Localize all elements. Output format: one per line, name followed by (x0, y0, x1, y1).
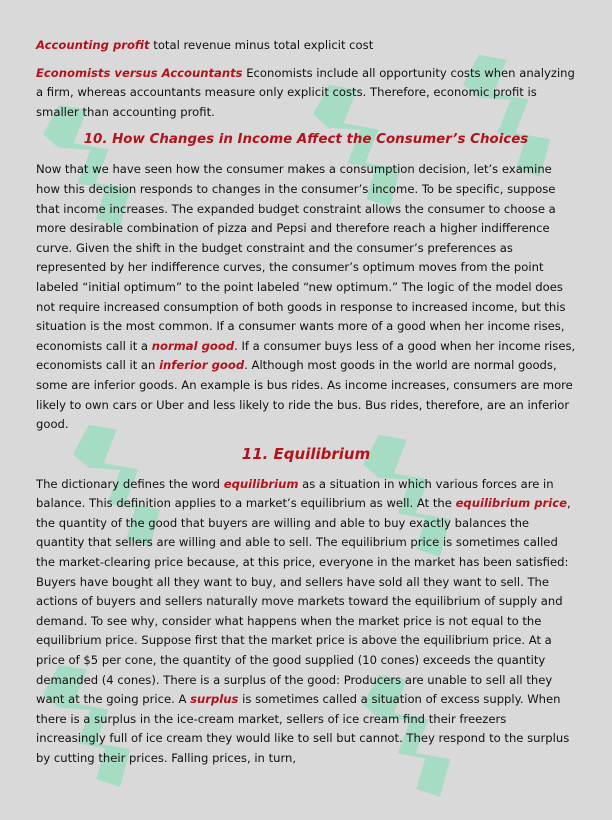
term-inferior-good: inferior good (159, 358, 245, 373)
definition-text: total revenue minus total explicit cost (153, 38, 374, 52)
term-equilibrium-price: equilibrium price (455, 496, 567, 511)
paragraph-text: The dictionary defines the word (36, 476, 221, 491)
paragraph-text: , the quantity of the good that buyers are willing and able to buy exactly balances the quantity that sellers are willing and able to sell. The equilibrium price is sometimes called the market-clearing price because, at this price, everyone in the market has been satisfied: Buyers have bought all they want to buy, and sellers have sold all they want to sell. The actions of buyers and sellers naturally move markets toward the equilibrium of supply and demand. To see why, consider what happens when the market price is not equal to the equilibrium price. Suppose first that the market price is above the equilibrium price. At a price of $5 per cone, the quantity of the good supplied (10 cones) exceeds the quantity demanded (4 cones). There is a surplus of the good: Producers are unable to sell all they want at the going price. A (36, 496, 571, 707)
paragraph-text: . Although most goods in the world are normal goods, some are inferior goods. An example is bus rides. As income increases, consumers are more likely to own cars or Uber and less likely to ride the bus. Bus rides, therefore, are an inferior good. (36, 358, 573, 432)
term-normal-good: normal good (151, 338, 235, 353)
section-heading-11: 11. Equilibrium (241, 444, 371, 463)
paragraph-text: as a situation in which various forces are in balance. This definition applies to a market’s equilibrium as well. At the (36, 476, 554, 511)
section-10-paragraph (36, 160, 576, 434)
term-economists-vs-accountants: Economists versus Accountants (36, 65, 243, 80)
term-surplus: surplus (190, 692, 239, 707)
definition-text: Economists include all opportunity costs when analyzing a firm, whereas accountants measure only explicit costs. Therefore, economic profit is smaller than accounting profit. (36, 65, 575, 119)
section-heading-10: 10. How Changes in Income Affect the Consumer’s Choices (83, 132, 529, 148)
economists-vs-accountants (36, 64, 576, 123)
term-accounting-profit: Accounting profit (36, 38, 150, 52)
paragraph-text: is sometimes called a situation of excess supply. When there is a surplus in the ice-cream market, sellers of ice cream find their freezers increasingly full of ice cream they would like to sell but cannot. They respond to the surplus by cutting their prices. Falling prices, in turn, (36, 692, 570, 765)
section-11-paragraph (36, 475, 576, 769)
document-body (36, 36, 576, 777)
paragraph-text: Now that we have seen how the consumer makes a consumption decision, let’s examine how this decision responds to changes in the consumer’s income. To be specific, suppose that income increases. The expanded budget constraint allows the consumer to choose a more desirable combination of pizza and Pepsi and therefore reach a higher indifference curve. Given the shift in the budget constraint and the consumer’s preferences as represented by her indifference curves, the consumer’s optimum moves from the point labeled “initial optimum” to the point labeled “new optimum.” The logic of the model does not require increased consumption of both goods in response to increased income, but this situation is the most common. If a consumer wants more of a good when her income rises, economists call it a (36, 162, 566, 353)
paragraph-text: . If a consumer buys less of a good when her income rises, economists call it an (36, 338, 576, 373)
term-equilibrium: equilibrium (223, 476, 299, 491)
accounting-profit-definition (36, 36, 576, 56)
